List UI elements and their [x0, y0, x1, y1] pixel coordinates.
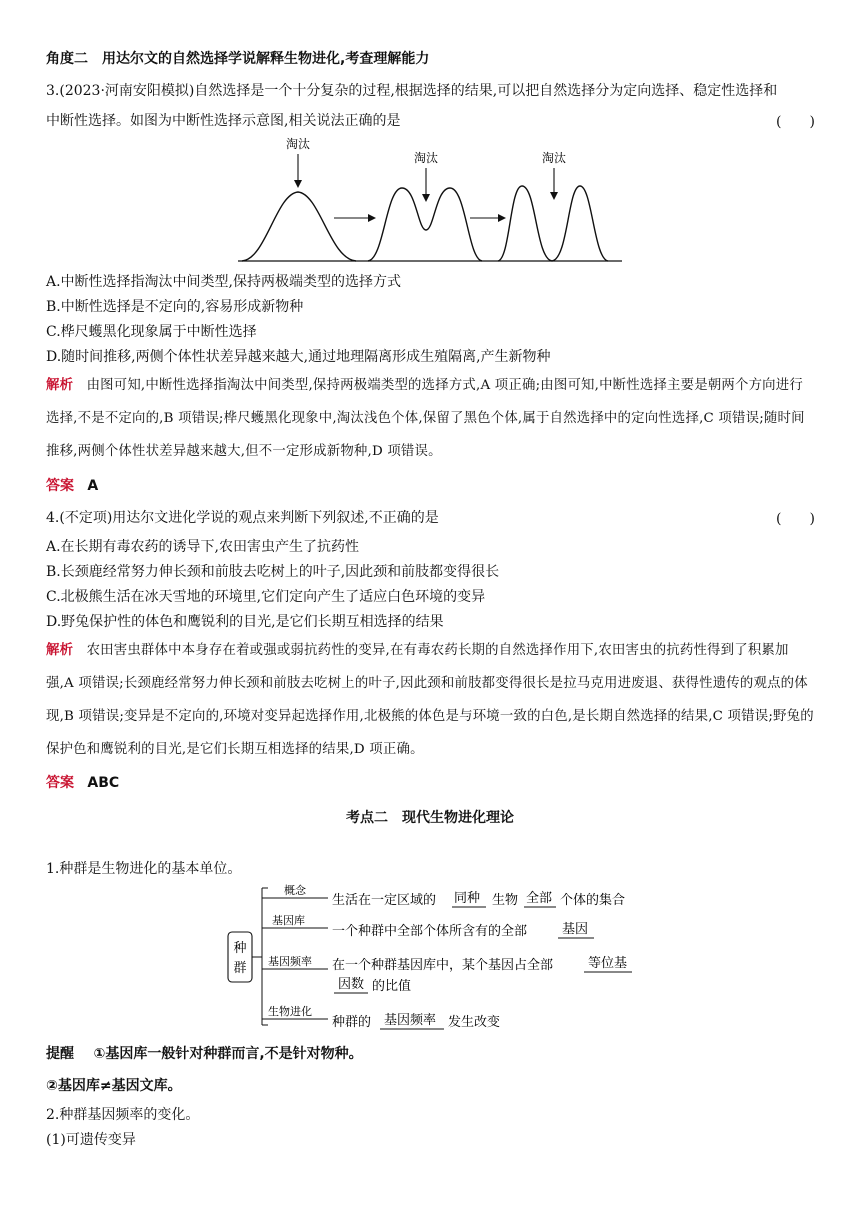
distribution-curve-1 — [242, 192, 356, 261]
row1-middle: 生物 — [492, 893, 519, 908]
row3-blank-1: 等位基 — [588, 956, 628, 971]
reminder-1: ①基因库一般针对种群而言,不是针对物种。 — [93, 1046, 363, 1062]
q3-explanation — [46, 369, 816, 468]
row3-suffix: 的比值 — [372, 979, 412, 994]
figure-label-3: 淘汰 — [541, 151, 567, 165]
q3-option-c: C.桦尺蠖黑化现象属于中断性选择 — [46, 324, 257, 340]
q3-option-b: B.中断性选择是不定向的,容易形成新物种 — [46, 299, 304, 315]
paragraph-1: 1.种群是生物进化的基本单位。 — [46, 861, 242, 877]
root-char-1: 种 — [233, 941, 247, 956]
row1-prefix: 生活在一定区域的 — [332, 893, 437, 908]
row-label-gene-frequency: 基因频率 — [268, 955, 312, 968]
row1-blank-1: 同种 — [454, 891, 481, 906]
row-label-gene-pool: 基因库 — [272, 914, 305, 927]
q3-answer — [46, 476, 98, 496]
row4-suffix: 发生改变 — [448, 1015, 501, 1030]
row2-prefix: 一个种群中全部个体所含有的全部 — [332, 924, 528, 939]
q4-stem: 4.(不定项)用达尔文进化学说的观点来判断下列叙述,不正确的是 — [46, 510, 439, 526]
row1-blank-2: 全部 — [526, 891, 553, 906]
arrow-down-icon — [294, 180, 302, 188]
reminder-line-1 — [46, 1044, 363, 1064]
q4-option-a: A.在长期有毒农药的诱导下,农田害虫产生了抗药性 — [46, 539, 360, 555]
row2-blank: 基因 — [562, 922, 589, 937]
q4-explain-text: 农田害虫群体中本身存在着或强或弱抗药性的变异,在有毒农药长期的自然选择作用下,农田害虫的抗药性得到了积累加强,A 项错误;长颈鹿经常努力伸长颈和前肢去吃树上的叶子,因此颈和前肢都变得很长是拉马克用进废退、获得性遗传的观点的体现,B 项错误;变异是不定向的,环境对变异起选择作用,北极熊的体色是与环境一致的白色,是长期自然选择的结果,C 项错误;野兔的保护色和鹰锐利的目光,是它们长期互相选择的结果,D 项正确。 — [46, 643, 814, 757]
reminder-2: ②基因库≠基因文库。 — [46, 1078, 182, 1094]
reminder-label: 提醒 — [46, 1046, 74, 1062]
q3-stem-line2: 中断性选择。如图为中断性选择示意图,相关说法正确的是 — [46, 113, 401, 129]
arrow-down-icon — [550, 192, 558, 200]
q4-explanation — [46, 634, 816, 766]
q3-option-a: A.中断性选择指淘汰中间类型,保持两极端类型的选择方式 — [46, 274, 402, 290]
figure-label-2: 淘汰 — [413, 151, 439, 165]
arrow-right-icon — [368, 214, 376, 222]
q4-answer-value: ABC — [87, 775, 120, 791]
row-label-evolution: 生物进化 — [268, 1005, 312, 1018]
q3-stem-line1: 3.(2023·河南安阳模拟)自然选择是一个十分复杂的过程,根据选择的结果,可以把自然选择分为定向选择、稳定性选择和 — [46, 83, 778, 99]
q3-explain-text: 由图可知,中断性选择指淘汰中间类型,保持两极端类型的选择方式,A 项正确;由图可知,中断性选择主要是朝两个方向进行选择,不是不定向的,B 项错误;桦尺蠖黑化现象中,淘汰浅色个体,保留了黑色个体,属于自然选择中的定向性选择,C 项错误;随时间推移,两侧个体性状差异越来越大,但不一定形成新物种,D 项错误。 — [46, 378, 805, 459]
row1-suffix: 个体的集合 — [560, 893, 626, 908]
q4-option-b: B.长颈鹿经常努力伸长颈和前肢去吃树上的叶子,因此颈和前肢都变得很长 — [46, 564, 500, 580]
q3-answer-value: A — [87, 478, 99, 494]
q3-answer-label: 答案 — [46, 478, 74, 494]
q4-answer — [46, 773, 119, 793]
q4-answer-label: 答案 — [46, 775, 74, 791]
root-char-2: 群 — [233, 961, 247, 976]
row4-prefix: 种群的 — [332, 1015, 372, 1030]
figure-label-1: 淘汰 — [285, 137, 311, 151]
row3-blank-2: 因数 — [338, 977, 365, 992]
population-concept-diagram — [222, 880, 642, 1035]
row-label-concept: 概念 — [284, 884, 306, 897]
q3-option-d: D.随时间推移,两侧个体性状差异越来越大,通过地理隔离形成生殖隔离,产生新物种 — [46, 349, 551, 365]
arrow-down-icon — [422, 194, 430, 202]
kaodian-heading: 考点二 现代生物进化理论 — [346, 810, 514, 826]
q4-option-c: C.北极熊生活在冰天雪地的环境里,它们定向产生了适应白色环境的变异 — [46, 589, 486, 605]
section-title: 角度二 用达尔文的自然选择学说解释生物进化,考查理解能力 — [46, 51, 430, 67]
q3-answer-paren: ( ) — [776, 114, 815, 130]
q4-answer-paren: ( ) — [776, 511, 815, 527]
disruptive-selection-figure — [236, 134, 626, 266]
paragraph-2: 2.种群基因频率的变化。 — [46, 1107, 200, 1123]
q3-explain-label: 解析 — [46, 378, 74, 393]
paragraph-3: (1)可遗传变异 — [46, 1132, 136, 1148]
row4-blank: 基因频率 — [384, 1013, 437, 1028]
arrow-right-icon — [498, 214, 506, 222]
q4-explain-label: 解析 — [46, 643, 74, 658]
row3-prefix: 在一个种群基因库中，某个基因占全部 — [332, 958, 554, 973]
q4-option-d: D.野兔保护性的体色和鹰锐利的目光,是它们长期互相选择的结果 — [46, 614, 444, 630]
